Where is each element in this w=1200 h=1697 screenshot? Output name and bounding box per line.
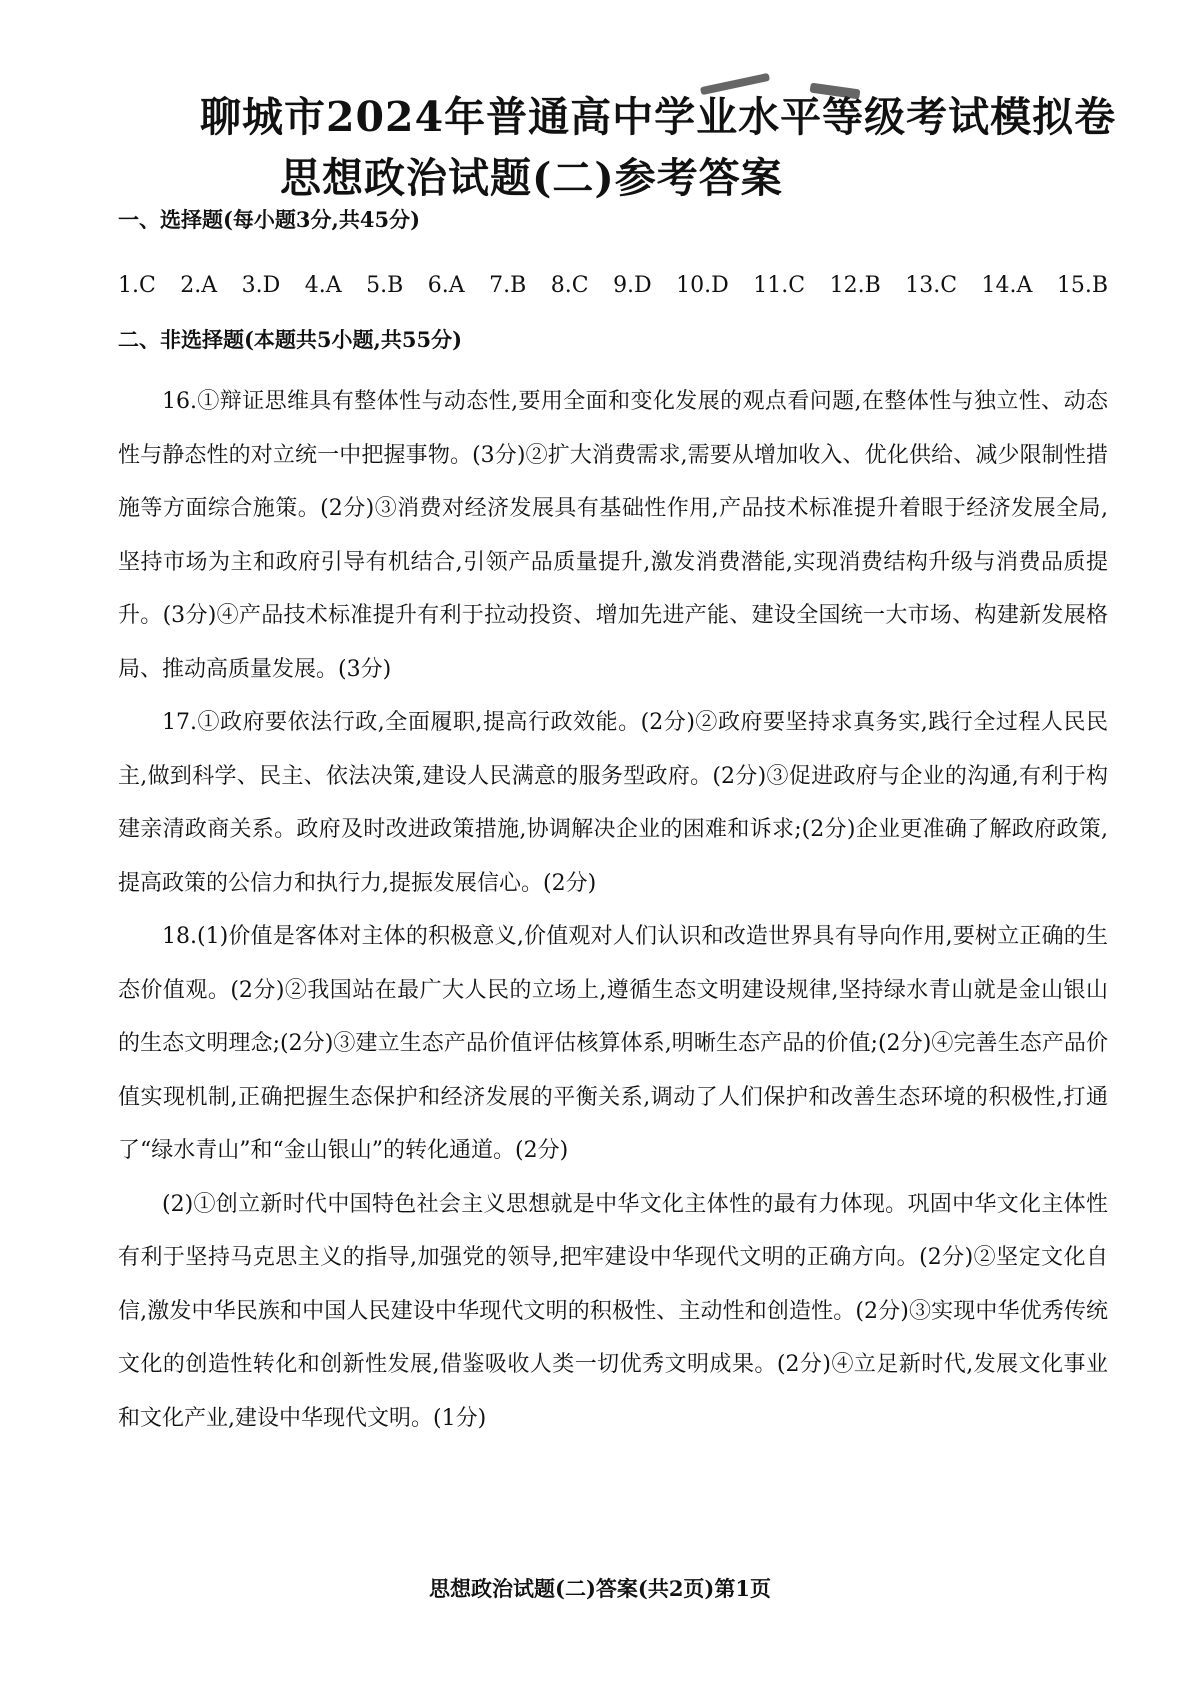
answer-paragraph-18-1: 18.(1)价值是客体对主体的积极意义,价值观对人们认识和改造世界具有导向作用,要树立正确的生态价值观。(2分)②我国站在最广大人民的立场上,遵循生态文明建设规律,坚持绿水青山就是金山银山的生态文明理念;(2分)③建立生态产品价值评估核算体系,明晰生态产品的价值;(2分)④完善生态产品价值实现机制,正确把握生态保护和经济发展的平衡关系,调动了人们保护和改善生态环境的积极性,打通了“绿水青山”和“金山银山”的转化通道。(2分) — [118, 924, 1108, 1163]
page-title: 聊城市2024年普通高中学业水平等级考试模拟卷 — [200, 93, 1117, 141]
choice-answer-list — [118, 273, 1108, 298]
answer-item: 7.B — [489, 273, 527, 298]
answer-paragraph-18-2: (2)①创立新时代中国特色社会主义思想就是中华文化主体性的最有力体现。巩固中华文化主体性有利于坚持马克思主义的指导,加强党的领导,把牢建设中华现代文明的正确方向。(2分)②坚定文化自信,激发中华民族和中国人民建设中华现代文明的积极性、主动性和创造性。(2分)③实现中华优秀传统文化的创造性转化和创新性发展,借鉴吸收人类一切优秀文明成果。(2分)④立足新时代,发展文化事业和文化产业,建设中华现代文明。(1分) — [118, 1191, 1108, 1431]
answer-item: 5.B — [366, 273, 404, 298]
answer-item: 14.A — [981, 273, 1033, 298]
section-heading-nonchoice: 二、非选择题(本题共5小题,共55分) — [118, 327, 463, 352]
answer-item: 9.D — [613, 273, 652, 298]
answer-paragraph-16: 16.①辩证思维具有整体性与动态性,要用全面和变化发展的观点看问题,在整体性与独立性、动态性与静态性的对立统一中把握事物。(3分)②扩大消费需求,需要从增加收入、优化供给、减少限制性措施等方面综合施策。(2分)③消费对经济发展具有基础性作用,产品技术标准提升着眼于经济发展全局,坚持市场为主和政府引导有机结合,引领产品质量提升,激发消费潜能,实现消费结构升级与消费品质提升。(3分)④产品技术标准提升有利于拉动投资、增加先进产能、建设全国统一大市场、构建新发展格局、推动高质量发展。(3分) — [118, 389, 1108, 682]
answer-item: 1.C — [118, 273, 156, 298]
answer-item: 10.D — [676, 273, 729, 298]
answer-item: 15.B — [1056, 273, 1108, 298]
answer-item: 11.C — [753, 273, 806, 298]
answer-item: 13.C — [905, 273, 958, 298]
section-heading-choice: 一、选择题(每小题3分,共45分) — [118, 207, 421, 232]
page-subtitle: 思想政治试题(二)参考答案 — [280, 154, 783, 202]
answer-item: 2.A — [180, 273, 218, 298]
page-footer: 思想政治试题(二)答案(共2页)第1页 — [429, 1576, 771, 1601]
answer-item: 6.A — [427, 273, 465, 298]
answer-item: 3.D — [241, 273, 281, 298]
answer-item: 8.C — [550, 273, 589, 298]
answer-item: 4.A — [304, 273, 342, 298]
answer-paragraph-17: 17.①政府要依法行政,全面履职,提高行政效能。(2分)②政府要坚持求真务实,践行全过程人民民主,做到科学、民主、依法决策,建设人民满意的服务型政府。(2分)③促进政府与企业的沟通,有利于构建亲清政商关系。政府及时改进政策措施,协调解决企业的困难和诉求;(2分)企业更准确了解政府政策,提高政策的公信力和执行力,提振发展信心。(2分) — [118, 710, 1108, 896]
answer-body — [118, 375, 1108, 1445]
answer-item: 12.B — [829, 273, 881, 298]
